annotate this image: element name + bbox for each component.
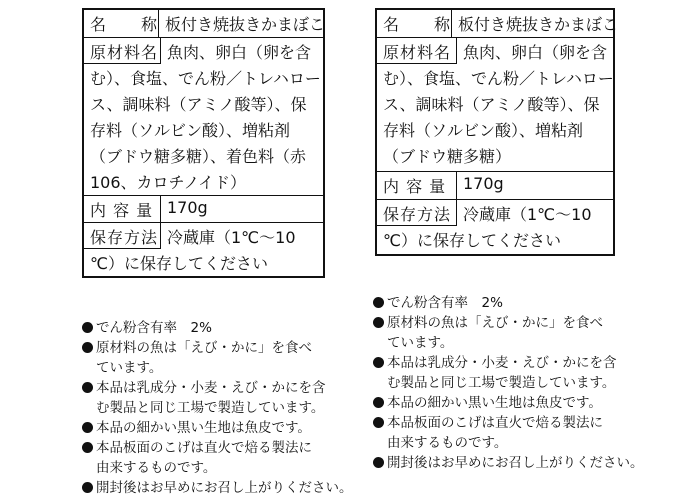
bullet-icon bbox=[373, 297, 384, 308]
left-storage-key: 保存方法 bbox=[84, 223, 161, 249]
right-name-key: 名 称 bbox=[377, 10, 452, 37]
bullet-icon bbox=[373, 357, 384, 368]
right-name-row bbox=[377, 10, 619, 38]
right-note-2-cont: ています。 bbox=[387, 335, 454, 351]
bullet-icon bbox=[373, 457, 384, 468]
left-ingredients-line-2: ス、調味料（アミノ酸等）、保 bbox=[90, 95, 307, 114]
right-ingredients-line-0: 魚肉、卵白（卵を含 bbox=[463, 43, 608, 62]
left-content-row bbox=[84, 196, 323, 223]
right-note-2 bbox=[373, 313, 633, 333]
left-name-value: 板付き焼抜きかまぼこ bbox=[165, 15, 326, 34]
left-name-key: 名 称 bbox=[84, 10, 159, 37]
right-note-3-cont: む製品と同じ工場で製造しています。 bbox=[387, 375, 616, 391]
right-note-5 bbox=[373, 413, 633, 433]
left-note-2-cont: ています。 bbox=[96, 360, 163, 376]
right-note-5-text: 本品板面のこげは直火で焙る製法に bbox=[387, 415, 603, 431]
bullet-icon bbox=[373, 397, 384, 408]
right-ingredients-row bbox=[377, 38, 613, 172]
right-note-3 bbox=[373, 353, 633, 373]
left-note-5-text: 本品板面のこげは直火で焙る製法に bbox=[96, 440, 312, 456]
right-note-5-cont: 由来するものです。 bbox=[387, 435, 508, 451]
bullet-icon bbox=[373, 317, 384, 328]
right-ingredients-line-3: 存料（ソルビン酸）、増粘剤 bbox=[383, 121, 584, 140]
bullet-icon bbox=[82, 422, 93, 433]
left-ingredients-line-0: 魚肉、卵白（卵を含 bbox=[167, 43, 312, 62]
right-ingredients-line-4: （ブドウ糖多糖） bbox=[383, 147, 512, 166]
right-storage-row bbox=[377, 200, 613, 254]
left-ingredients-key: 原材料名 bbox=[84, 38, 161, 64]
right-ingredients-line-1: む）、食塩、でん粉／トレハロー bbox=[383, 69, 614, 88]
left-ingredients-row bbox=[84, 38, 323, 196]
left-note-3 bbox=[82, 378, 342, 398]
bullet-icon bbox=[82, 442, 93, 453]
left-note-4 bbox=[82, 418, 342, 438]
right-label-table bbox=[375, 8, 619, 256]
bullet-icon bbox=[373, 417, 384, 428]
right-notes bbox=[373, 293, 644, 473]
bullet-icon bbox=[82, 482, 93, 493]
left-storage-line-1: ℃）に保存してください bbox=[90, 254, 268, 273]
right-ingredients-key: 原材料名 bbox=[377, 38, 457, 64]
right-content-value: 170g bbox=[463, 174, 504, 193]
bullet-icon bbox=[82, 342, 93, 353]
left-note-2-text: 原材料の魚は「えび・かに」を食べ bbox=[96, 340, 312, 356]
left-note-3-cont: む製品と同じ工場で製造しています。 bbox=[96, 400, 325, 416]
right-note-2-text: 原材料の魚は「えび・かに」を食べ bbox=[387, 315, 603, 331]
left-name-row bbox=[84, 10, 326, 38]
bullet-icon bbox=[82, 322, 93, 333]
left-note-5 bbox=[82, 438, 342, 458]
right-content-key: 内 容 量 bbox=[377, 172, 457, 199]
left-note-6 bbox=[82, 478, 353, 498]
left-storage-line-0: 冷蔵庫（1℃〜10 bbox=[167, 228, 296, 247]
left-content-key: 内 容 量 bbox=[84, 196, 161, 222]
left-ingredients-line-4: （ブドウ糖多糖）、着色料（赤 bbox=[90, 147, 307, 166]
left-ingredients-line-1: む）、食塩、でん粉／トレハロー bbox=[90, 69, 321, 88]
left-ingredients-line-3: 存料（ソルビン酸）、増粘剤 bbox=[90, 121, 291, 140]
left-label-table bbox=[82, 8, 325, 278]
left-note-3-text: 本品は乳成分・小麦・えび・かにを含 bbox=[96, 380, 326, 396]
left-ingredients-line-5: 106、カロチノイド） bbox=[90, 173, 246, 192]
right-name-value: 板付き焼抜きかまぼこ bbox=[458, 15, 619, 34]
right-note-4-text: 本品の細かい黒い生地は魚皮です。 bbox=[387, 395, 602, 411]
left-notes bbox=[82, 318, 353, 498]
right-ingredients-line-2: ス、調味料（アミノ酸等）、保 bbox=[383, 95, 600, 114]
right-content-row bbox=[377, 172, 613, 200]
left-note-4-text: 本品の細かい黒い生地は魚皮です。 bbox=[96, 420, 311, 436]
right-storage-key: 保存方法 bbox=[377, 200, 457, 226]
right-note-1 bbox=[373, 293, 633, 313]
right-storage-line-0: 冷蔵庫（1℃〜10 bbox=[463, 205, 592, 224]
right-note-1-text: でん粉含有率 2% bbox=[387, 295, 503, 311]
left-content-value: 170g bbox=[167, 198, 208, 217]
left-note-1-text: でん粉含有率 2% bbox=[96, 320, 212, 336]
right-note-4 bbox=[373, 393, 633, 413]
right-note-6 bbox=[373, 453, 644, 473]
left-storage-row bbox=[84, 223, 323, 277]
right-note-6-text: 開封後はお早めにお召し上がりください。 bbox=[387, 455, 644, 471]
left-note-5-cont: 由来するものです。 bbox=[96, 460, 217, 476]
left-note-6-text: 開封後はお早めにお召し上がりください。 bbox=[96, 480, 353, 496]
right-note-3-text: 本品は乳成分・小麦・えび・かにを含 bbox=[387, 355, 617, 371]
right-storage-line-1: ℃）に保存してください bbox=[383, 231, 561, 250]
left-note-2 bbox=[82, 338, 342, 358]
bullet-icon bbox=[82, 382, 93, 393]
left-note-1 bbox=[82, 318, 342, 338]
